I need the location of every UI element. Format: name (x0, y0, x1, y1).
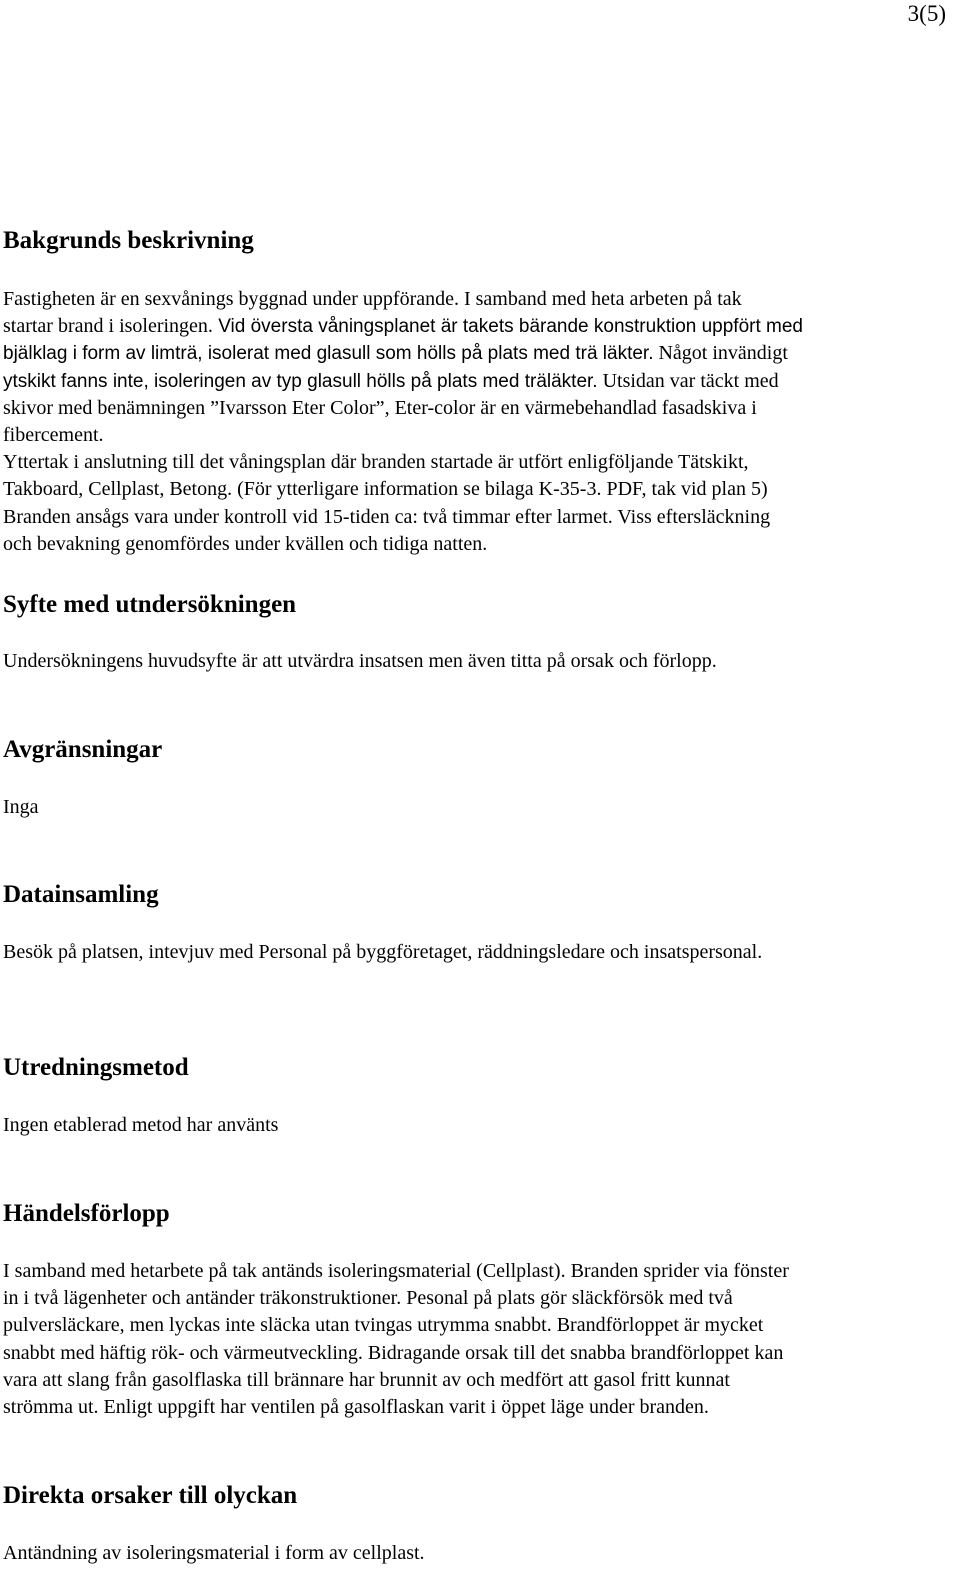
section-heading: Avgränsningar (3, 736, 163, 763)
paragraph-line (3, 340, 948, 367)
paragraph-line (3, 368, 948, 395)
section-direct-causes-text (3, 1540, 948, 1567)
text-run: Vid översta våningsplanet är takets bärande konstruktion uppfört med (212, 316, 803, 338)
section-heading: Direkta orsaker till olyckan (3, 1482, 298, 1509)
section-method (3, 1053, 948, 1083)
section-heading: Syfte med utndersökningen (3, 591, 297, 618)
paragraph-line (3, 313, 948, 340)
paragraph-line: Takboard, Cellplast, Betong. (För ytterligare information se bilaga K-35-3. PDF, tak vid plan 5) (3, 478, 768, 501)
section-limitations-text (3, 794, 948, 821)
paragraph: Besök på platsen, intevjuv med Personal på byggföretaget, räddningsledare och insatspersonal. (3, 941, 763, 963)
section-heading: Datainsamling (3, 881, 159, 908)
section-purpose-text (3, 648, 948, 675)
page-number: 3(5) (907, 1, 946, 26)
section-data-collection-text (3, 939, 948, 966)
text-run: bjälklag i form av limträ, isolerat med glasull som hölls på plats med trä läkter. (3, 343, 654, 365)
paragraph-line: snabbt med häftig rök- och värmeutveckling. Bidragande orsak till det snabba brandförloppet kan (3, 1341, 784, 1364)
paragraph-line: I samband med hetarbete på tak antänds isoleringsmaterial (Cellplast). Branden sprider via fönster (3, 1260, 789, 1282)
section-method-text (3, 1112, 948, 1139)
paragraph-line: Branden ansågs vara under kontroll vid 15-tiden ca: två timmar efter larmet. Viss eftersläckning (3, 505, 771, 528)
text-run: Utsidan var täckt med (597, 369, 779, 392)
paragraph-line: strömma ut. Enligt uppgift har ventilen på gasolflaskan varit i öppet läge under branden. (3, 1396, 709, 1419)
paragraph-line: och bevakning genomfördes under kvällen och tidiga natten. (3, 532, 488, 555)
section-background-text (3, 286, 948, 558)
paragraph-line: in i två lägenheter och antänder träkonstruktioner. Pesonal på plats gör släckförsök med två (3, 1287, 733, 1310)
section-course-of-events-text (3, 1258, 948, 1421)
paragraph-line: skivor med benämningen ”Ivarsson Eter Color”, Eter-color är en värmebehandlad fasadskiva i (3, 396, 757, 419)
paragraph: Inga (3, 796, 39, 818)
paragraph-line: pulversläckare, men lyckas inte släcka utan tvingas utrymma snabbt. Brandförloppet är mycket (3, 1314, 764, 1337)
section-heading: Händelsförlopp (3, 1200, 170, 1227)
section-background (3, 226, 948, 256)
text-run: ytskikt fanns inte, isoleringen av typ glasull hölls på plats med träläkter. (3, 370, 598, 392)
paragraph-line: Fastigheten är en sexvånings byggnad under uppförande. I samband med heta arbeten på tak (3, 288, 742, 310)
text-run: Något invändigt (653, 342, 788, 365)
section-direct-causes (3, 1481, 948, 1511)
section-purpose (3, 590, 948, 620)
paragraph: Undersökningens huvudsyfte är att utvärdra insatsen men även titta på orsak och förlopp. (3, 650, 717, 672)
text-run: startar brand i isoleringen. (3, 315, 213, 338)
paragraph: Ingen etablerad metod har använts (3, 1114, 279, 1136)
section-data-collection (3, 880, 948, 910)
section-course-of-events (3, 1199, 948, 1229)
section-heading: Bakgrunds beskrivning (3, 227, 254, 254)
paragraph: Antändning av isoleringsmaterial i form av cellplast. (3, 1542, 425, 1564)
section-limitations (3, 735, 948, 765)
section-heading: Utredningsmetod (3, 1054, 189, 1081)
paragraph-line: vara att slang från gasolflaska till brännare har brunnit av och medfört att gasol fritt kunnat (3, 1368, 730, 1391)
paragraph-line: Yttertak i anslutning till det våningsplan där branden startade är utfört enligföljande Tätskikt, (3, 451, 749, 474)
paragraph-line: fibercement. (3, 424, 104, 447)
